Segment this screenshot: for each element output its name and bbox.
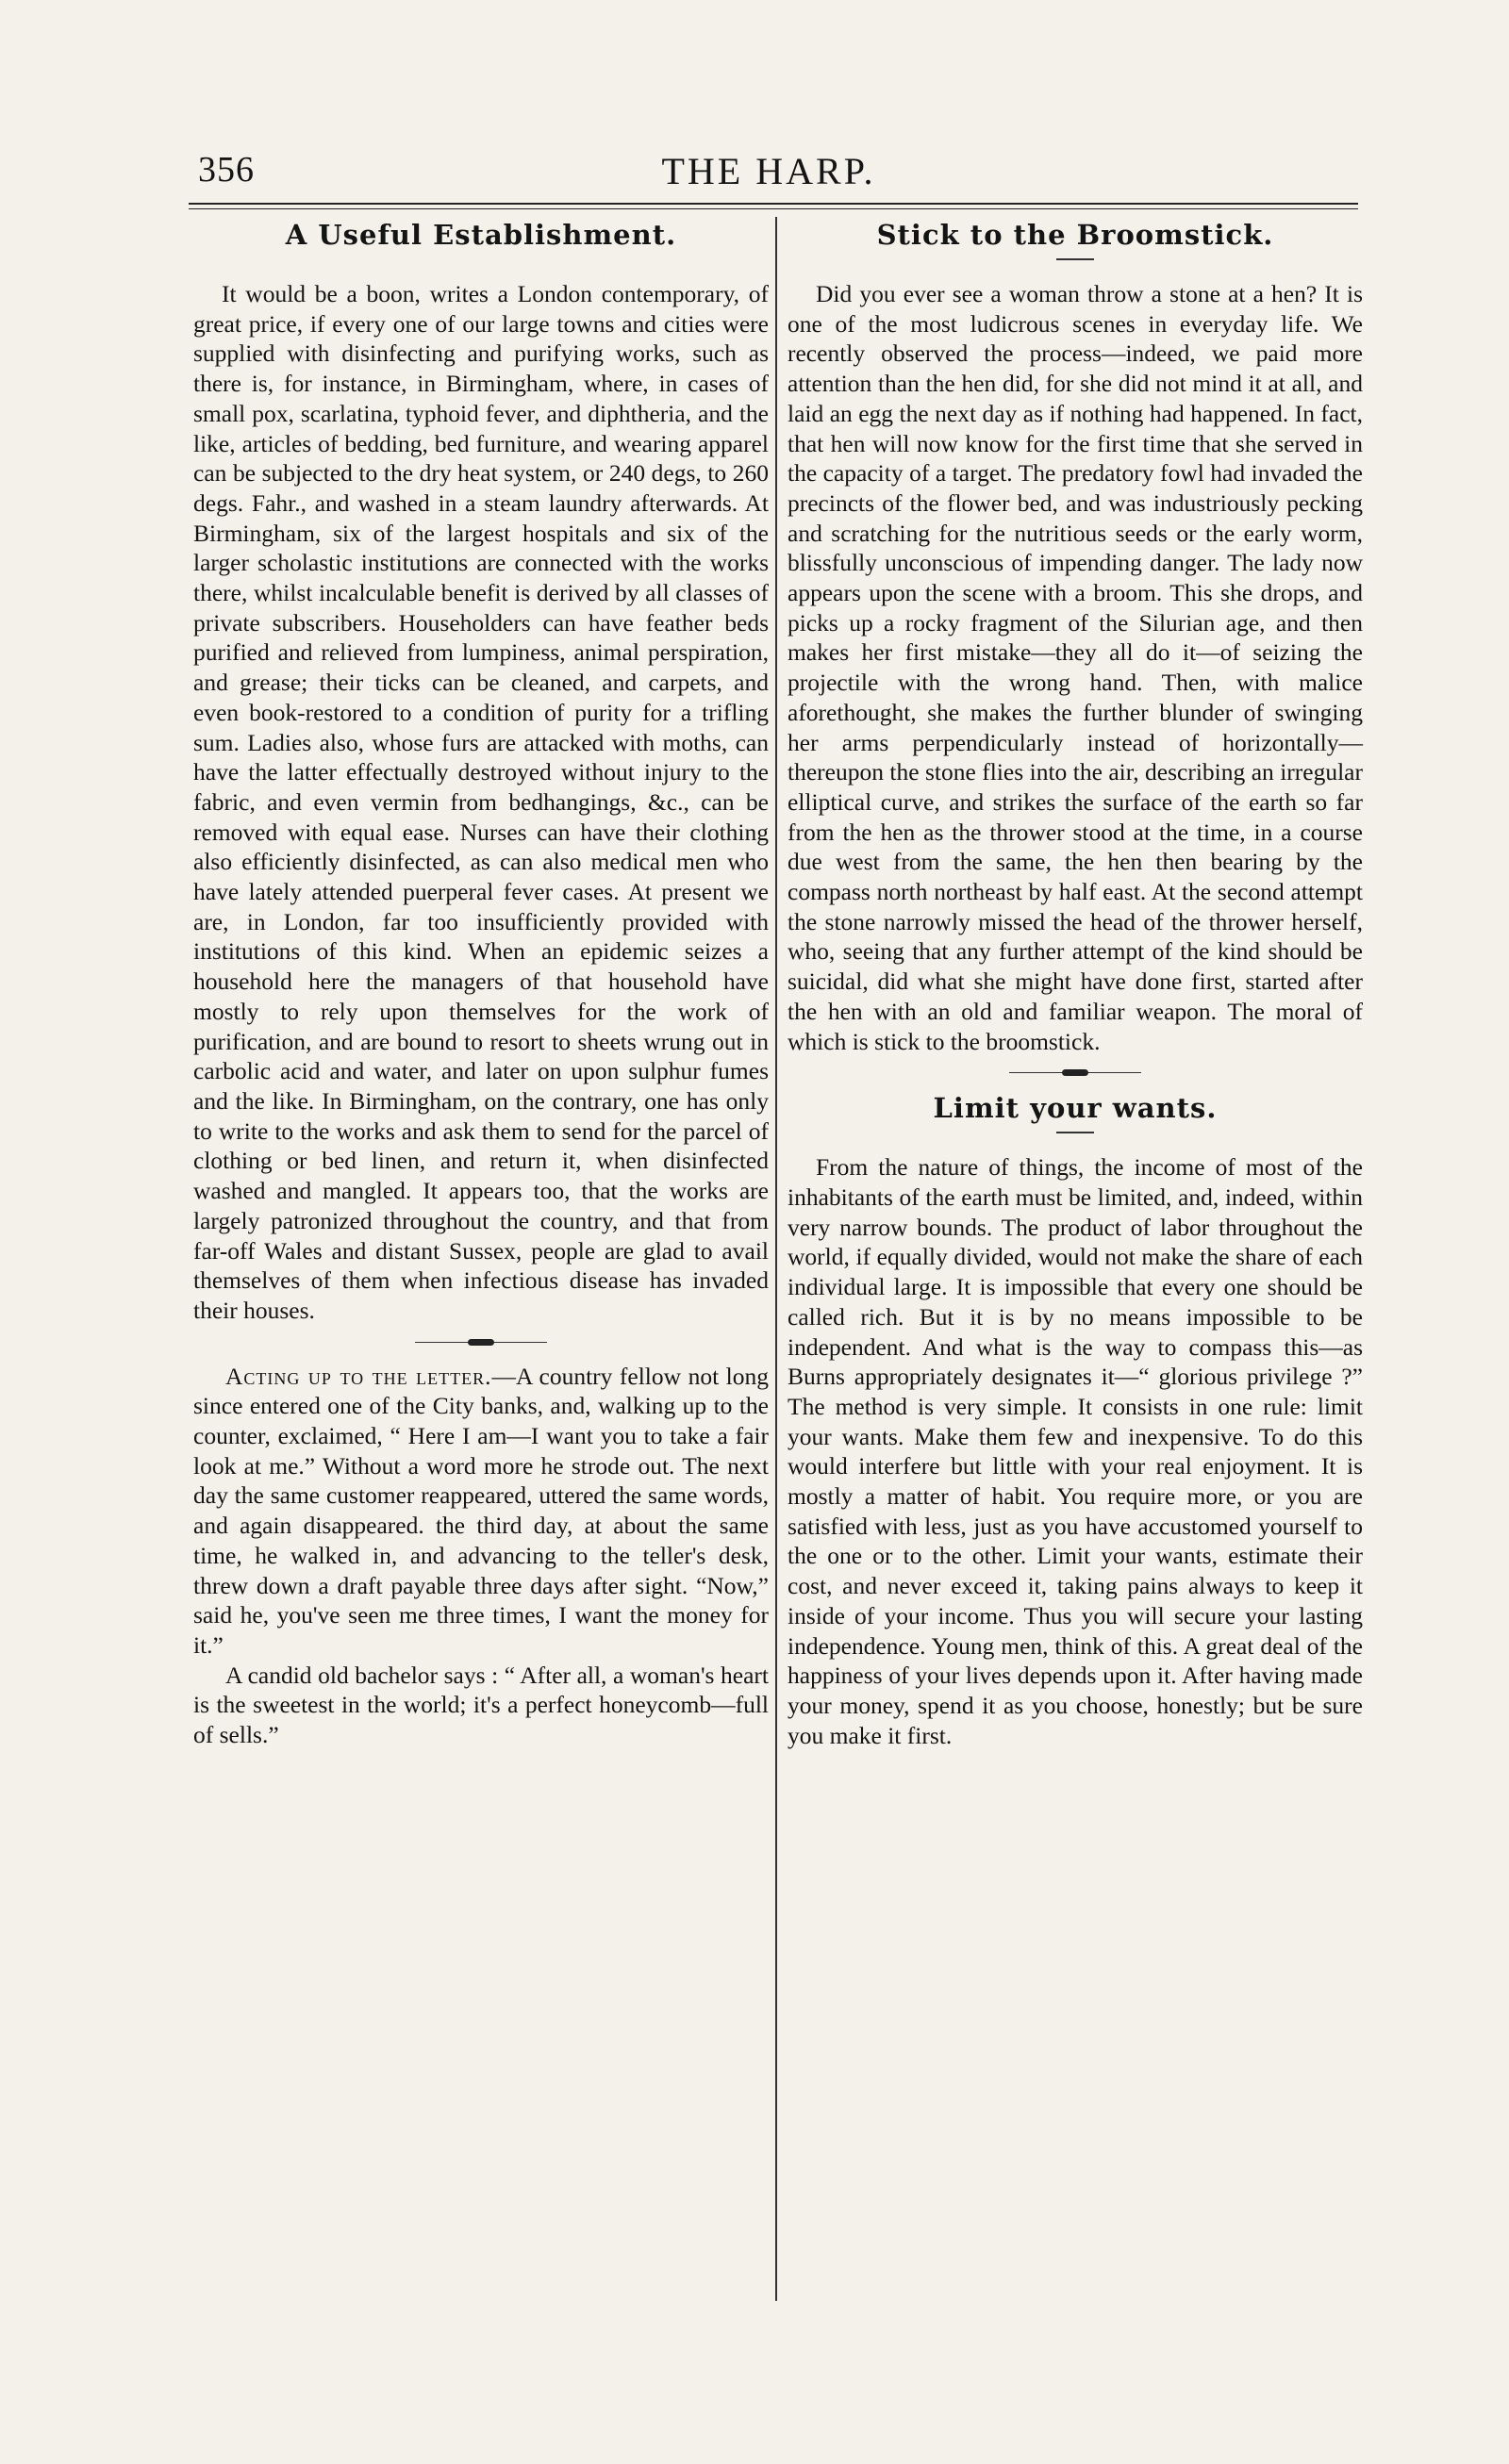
left-column xyxy=(193,219,769,1750)
title-dash xyxy=(1056,1132,1094,1133)
article-body-candid-bachelor: A candid old bachelor says : “ After all, a woman's heart is the sweetest in the world; it's a perfect honeycomb—full of sells.” xyxy=(193,1661,769,1749)
article-body-acting-up-to-the-letter xyxy=(193,1362,769,1661)
article-text-acting-up-to-the-letter: —A country fellow not long since entered one of the City banks, and, walking up to the counter, exclaimed, “ Here I am—I want you to take a fair look at me.” Without a word more he strode out. The next day the same customer reappeared, uttered the same words, and again disappeared. the third day, at about the same time, he walked in, and advancing to the teller's desk, threw down a draft payable three days after sight. “Now,” said he, you've seen me three times, I want the money for it.” xyxy=(193,1362,769,1659)
article-lead-acting-up-to-the-letter: Acting up to the letter. xyxy=(225,1362,492,1390)
title-dash xyxy=(1056,258,1094,260)
right-column xyxy=(788,219,1363,1750)
header-rule xyxy=(189,203,1358,205)
running-title: THE HARP. xyxy=(661,150,876,192)
article-body-limit-your-wants: From the nature of things, the income of most of the inhabitants of the earth must be limited, and, indeed, within very narrow bounds. The product of labor throughout the world, if equally divided, would not make the share of each individual large. It is impossible that every one should be called rich. But it is by no means impossible to be independent. And what is the way to compass this—as Burns appropriately designates it—“ glorious privilege ?” The method is very simple. It consists in one rule: limit your wants. Make them few and inexpensive. To do this would interfere but little with your real enjoyment. It is mostly a matter of habit. You require more, or you are satisfied with less, just as you have accustomed yourself to the one or to the other. Limit your wants, estimate their cost, and never exceed it, taking pains always to keep it inside of your income. Thus you will secure your lasting independence. Young men, think of this. A great deal of the happiness of your lives depends upon it. After having made your money, spend it as you choose, honestly; but be sure you make it first. xyxy=(788,1153,1363,1749)
article-body-useful-establishment: It would be a boon, writes a London contemporary, of great price, if every one of our large towns and cities were supplied with disinfecting and purifying works, such as there is, for instance, in Birmingham, where, in cases of small pox, scarlatina, typhoid fever, and diphtheria, and the like, articles of bedding, bed furniture, and wearing apparel can be subjected to the dry heat system, or 240 degs, to 260 degs. Fahr., and washed in a steam laundry afterwards. At Birmingham, six of the largest hospitals and six of the larger scholastic institutions are connected with the works there, whilst incalculable benefit is derived by all classes of private subscribers. Householders can have feather beds purified and relieved from lumpiness, animal perspiration, and grease; their ticks can be cleaned, and carpets, and even book-restored to a condition of purity for a trifling sum. Ladies also, whose furs are attacked with moths, can have the latter effectually destroyed without injury to the fabric, and even vermin from bedhangings, &c., can be removed with equal ease. Nurses can have their clothing also efficiently disinfected, as can also medical men who have lately attended puerperal fever cases. At present we are, in London, far too insufficiently provided with institutions of this kind. When an epidemic seizes a household here the managers of that household have mostly to rely upon themselves for the work of purification, and are bound to resort to sheets wrung out in carbolic acid and water, and later on upon sulphur fumes and the like. In Birmingham, on the contrary, one has only to write to the works and ask them to send for the parcel of clothing or bed linen, and return it, when disinfected washed and mangled. It appears too, that the works are largely patronized throughout the country, and that from far-off Wales and distant Sussex, people are glad to avail themselves of them when infectious disease has invaded their houses. xyxy=(193,280,769,1324)
article-title-useful-establishment: A Useful Establishment. xyxy=(285,219,677,251)
article-title-limit-your-wants: Limit your wants. xyxy=(933,1092,1218,1125)
header-rule-thin xyxy=(189,208,1358,209)
section-divider xyxy=(1009,1069,1141,1077)
column-divider xyxy=(775,217,777,2301)
article-body-stick-to-the-broomstick: Did you ever see a woman throw a stone at a hen? It is one of the most ludicrous scenes in everyday life. We recently observed the process—indeed, we paid more attention than the hen did, for she did not mind it at all, and laid an egg the next day as if nothing had happened. In fact, that hen will now know for the first time that she served in the capacity of a target. The predatory fowl had invaded the precincts of the flower bed, and was industriously pecking and scratching for the nutritious seeds or the early worm, blissfully unconscious of impending danger. The lady now appears upon the scene with a broom. This she drops, and picks up a rocky fragment of the Silurian age, and then makes her first mistake—they all do it—of seizing the projectile with the wrong hand. Then, with malice aforethought, she makes the further blunder of swinging her arms perpendicularly instead of horizontally—thereupon the stone flies into the air, describing an irregular elliptical curve, and strikes the surface of the earth so far from the hen as the thrower stood at the time, in a course due west from the same, the hen then bearing by the compass north northeast by half east. At the second attempt the stone narrowly missed the head of the thrower herself, who, seeing that any further attempt of the kind should be suicidal, did what she might have done first, started after the hen with an old and familiar weapon. The moral of which is stick to the broomstick. xyxy=(788,280,1363,1055)
page-number: 356 xyxy=(198,150,255,190)
section-divider xyxy=(415,1339,547,1347)
article-title-stick-to-the-broomstick: Stick to the Broomstick. xyxy=(876,219,1274,251)
page-header xyxy=(179,149,1358,196)
